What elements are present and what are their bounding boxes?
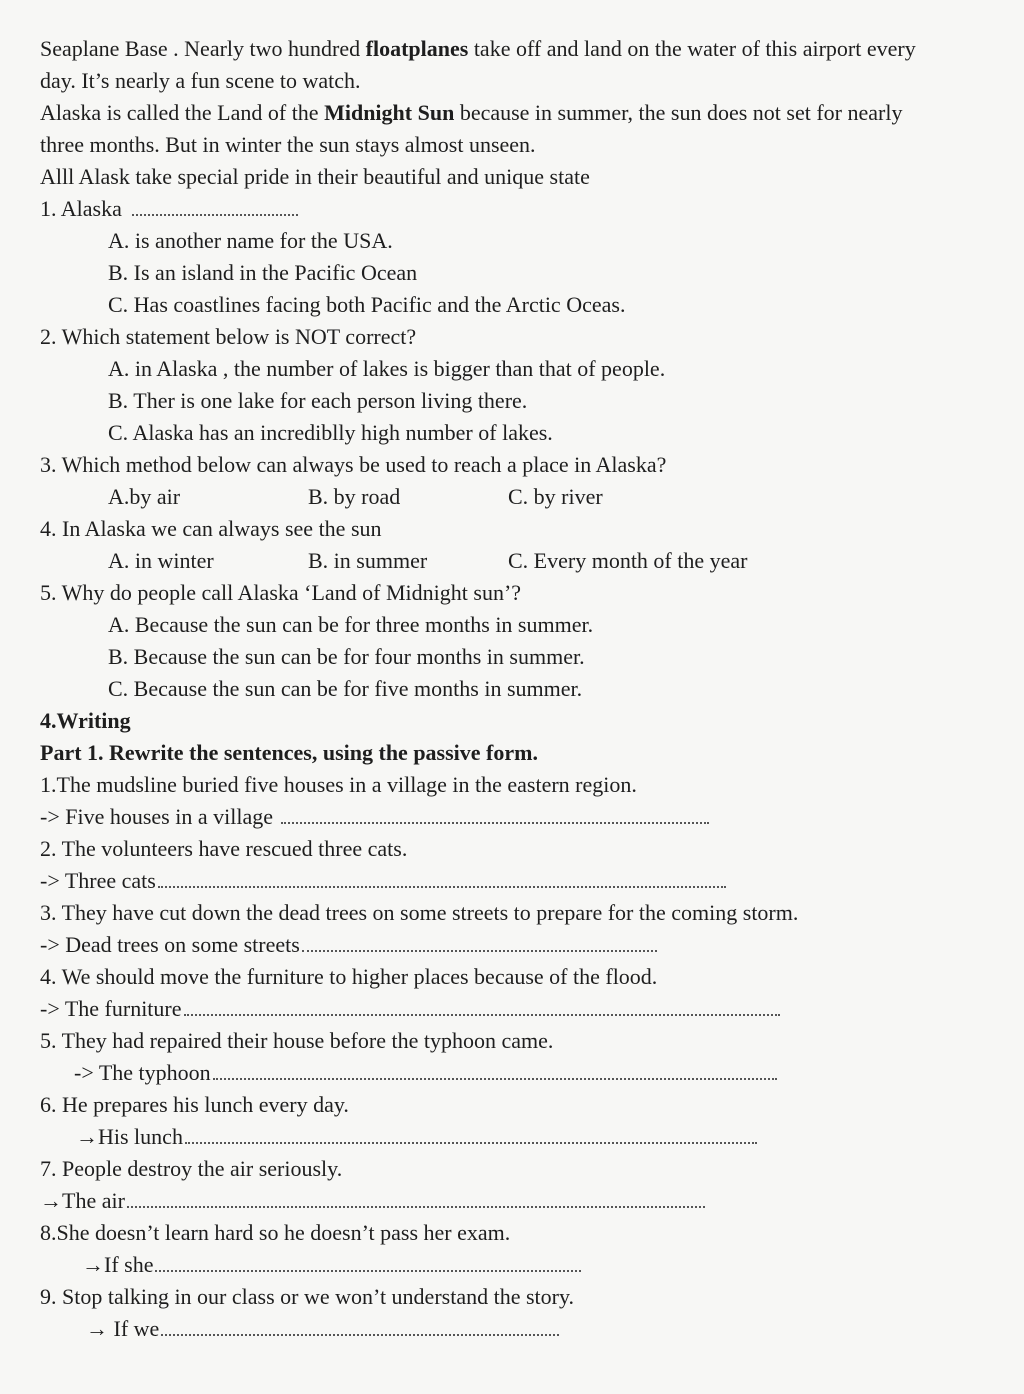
writing-answer-line-8 bbox=[82, 1250, 581, 1280]
answer-prompt: →The air bbox=[40, 1188, 125, 1213]
writing-answer-line-1 bbox=[40, 802, 709, 832]
answer-prompt: -> Five houses in a village bbox=[40, 804, 273, 829]
writing-sentence-9: 9. Stop talking in our class or we won’t understand the story. bbox=[40, 1284, 575, 1309]
answer-blank[interactable] bbox=[281, 821, 709, 824]
intro-text: Alaska is called the Land of the bbox=[40, 100, 325, 125]
intro-line-2: day. It’s nearly a fun scene to watch. bbox=[40, 68, 361, 93]
writing-answer-line-9 bbox=[86, 1314, 559, 1344]
question-1-option-c: C. Has coastlines facing both Pacific and the Arctic Oceas. bbox=[108, 292, 626, 317]
question-1-option-a: A. is another name for the USA. bbox=[108, 228, 393, 253]
intro-text: Seaplane Base . Nearly two hundred bbox=[40, 36, 366, 61]
answer-prompt: -> Three cats bbox=[40, 868, 156, 893]
question-2-option-c: C. Alaska has an incrediblly high number of lakes. bbox=[108, 420, 553, 445]
writing-sentence-4: 4. We should move the furniture to higher places because of the flood. bbox=[40, 964, 658, 989]
question-2-stem: 2. Which statement below is NOT correct? bbox=[40, 324, 417, 349]
intro-line-3 bbox=[40, 98, 902, 128]
question-3-option-a: A.by air bbox=[108, 484, 181, 509]
intro-text: take off and land on the water of this airport every bbox=[468, 36, 916, 61]
answer-blank[interactable] bbox=[127, 1205, 705, 1208]
answer-blank[interactable] bbox=[213, 1077, 777, 1080]
answer-prompt: →His lunch bbox=[76, 1124, 183, 1149]
part-1-title: Part 1. Rewrite the sentences, using the passive form. bbox=[40, 740, 538, 765]
answer-prompt: →If she bbox=[82, 1252, 154, 1277]
question-2-option-b: B. Ther is one lake for each person living there. bbox=[108, 388, 528, 413]
intro-bold-word: floatplanes bbox=[365, 36, 469, 61]
writing-answer-line-4 bbox=[40, 994, 780, 1024]
intro-text: because in summer, the sun does not set for nearly bbox=[454, 100, 903, 125]
writing-sentence-5: 5. They had repaired their house before the typhoon came. bbox=[40, 1028, 554, 1053]
answer-blank[interactable] bbox=[184, 1013, 780, 1016]
question-stem-text: 1. Alaska bbox=[40, 196, 122, 221]
question-4-option-b: B. in summer bbox=[308, 548, 428, 573]
intro-line-1 bbox=[40, 34, 916, 64]
question-5-stem: 5. Why do people call Alaska ‘Land of Midnight sun’? bbox=[40, 580, 522, 605]
question-5-option-a: A. Because the sun can be for three months in summer. bbox=[108, 612, 594, 637]
question-4-option-c: C. Every month of the year bbox=[508, 548, 748, 573]
answer-prompt: -> Dead trees on some streets bbox=[40, 932, 300, 957]
writing-sentence-8: 8.She doesn’t learn hard so he doesn’t pass her exam. bbox=[40, 1220, 511, 1245]
question-5-option-b: B. Because the sun can be for four months in summer. bbox=[108, 644, 585, 669]
writing-sentence-3: 3. They have cut down the dead trees on some streets to prepare for the coming storm. bbox=[40, 900, 799, 925]
writing-answer-line-3 bbox=[40, 930, 657, 960]
writing-sentence-2: 2. The volunteers have rescued three cats. bbox=[40, 836, 408, 861]
answer-blank[interactable] bbox=[302, 949, 657, 952]
question-3-option-b: B. by road bbox=[308, 484, 401, 509]
intro-line-5: Alll Alask take special pride in their beautiful and unique state bbox=[40, 164, 590, 189]
writing-sentence-1: 1.The mudsline buried five houses in a village in the eastern region. bbox=[40, 772, 637, 797]
writing-answer-line-6 bbox=[76, 1122, 757, 1152]
intro-bold-word: Midnight Sun bbox=[324, 100, 455, 125]
question-1-stem bbox=[40, 194, 298, 224]
writing-sentence-6: 6. He prepares his lunch every day. bbox=[40, 1092, 349, 1117]
question-2-option-a: A. in Alaska , the number of lakes is bigger than that of people. bbox=[108, 356, 666, 381]
question-3-stem: 3. Which method below can always be used to reach a place in Alaska? bbox=[40, 452, 667, 477]
answer-blank[interactable] bbox=[155, 1269, 581, 1272]
answer-prompt: -> The typhoon bbox=[74, 1060, 211, 1085]
intro-line-4: three months. But in winter the sun stays almost unseen. bbox=[40, 132, 536, 157]
question-4-stem: 4. In Alaska we can always see the sun bbox=[40, 516, 382, 541]
writing-heading: 4.Writing bbox=[40, 708, 131, 733]
question-1-option-b: B. Is an island in the Pacific Ocean bbox=[108, 260, 418, 285]
question-4-option-a: A. in winter bbox=[108, 548, 214, 573]
writing-sentence-7: 7. People destroy the air seriously. bbox=[40, 1156, 343, 1181]
question-3-option-c: C. by river bbox=[508, 484, 603, 509]
writing-answer-line-7 bbox=[40, 1186, 705, 1216]
answer-blank[interactable] bbox=[161, 1333, 559, 1336]
answer-prompt: -> The furniture bbox=[40, 996, 182, 1021]
answer-blank[interactable] bbox=[158, 885, 726, 888]
answer-prompt: → If we bbox=[86, 1316, 160, 1341]
answer-blank[interactable] bbox=[132, 213, 298, 216]
question-5-option-c: C. Because the sun can be for five months in summer. bbox=[108, 676, 583, 701]
writing-answer-line-5 bbox=[74, 1058, 777, 1088]
writing-answer-line-2 bbox=[40, 866, 726, 896]
answer-blank[interactable] bbox=[185, 1141, 757, 1144]
